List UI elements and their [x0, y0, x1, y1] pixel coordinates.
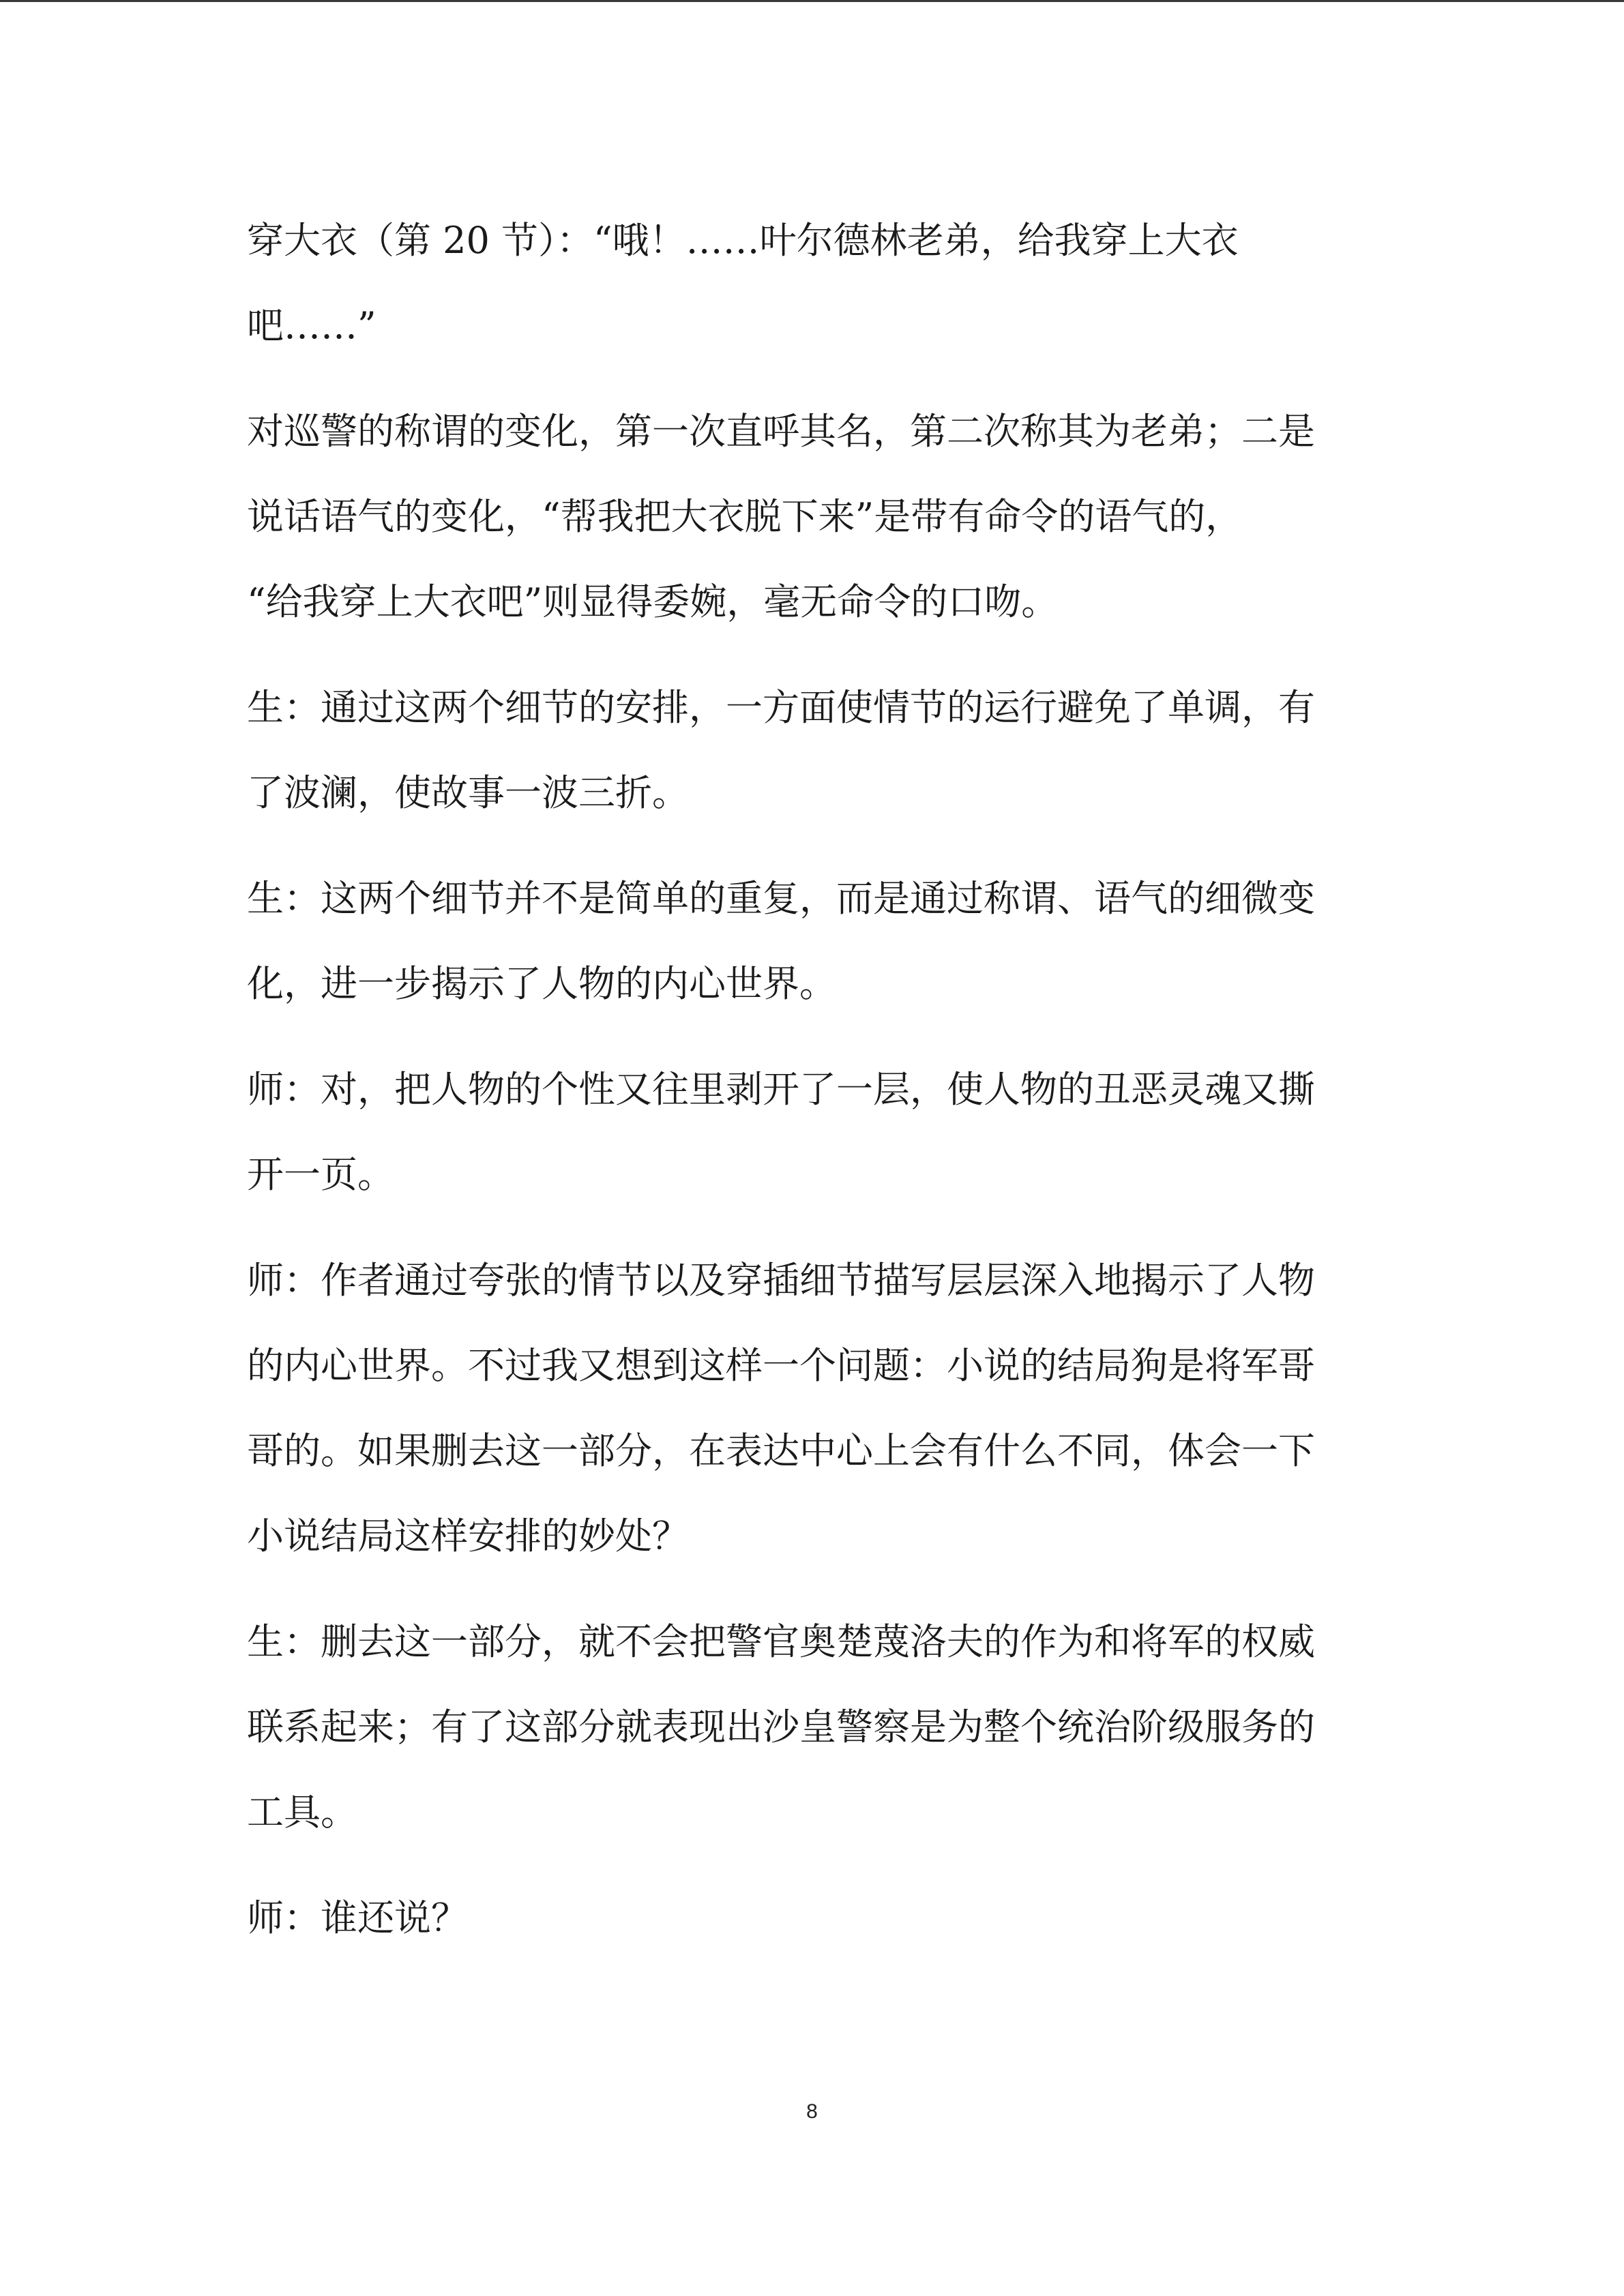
text-line: 生：删去这一部分，就不会把警官奥楚蔑洛夫的作为和将军的权威 — [247, 1620, 1315, 1663]
paragraph — [247, 1599, 1365, 1855]
paragraph — [247, 1238, 1365, 1579]
text-line: 师：对，把人物的个性又往里剥开了一层，使人物的丑恶灵魂又撕 — [247, 1068, 1315, 1111]
text-line: 吧……” — [247, 304, 377, 347]
body-text — [247, 198, 1365, 1981]
text-line: 化，进一步揭示了人物的内心世界。 — [247, 962, 836, 1005]
text-line: 联系起来；有了这部分就表现出沙皇警察是为整个统治阶级服务的 — [247, 1705, 1315, 1748]
text-line: 师：作者通过夸张的情节以及穿插细节描写层层深入地揭示了人物 — [247, 1259, 1315, 1302]
text-line: 小说结局这样安排的妙处？ — [247, 1515, 689, 1557]
text-line: 的内心世界。不过我又想到这样一个问题：小说的结局狗是将军哥 — [247, 1344, 1315, 1387]
text-line: 生：通过这两个细节的安排，一方面使情节的运行避免了单调，有 — [247, 686, 1315, 729]
paragraph — [247, 1047, 1365, 1217]
paragraph — [247, 665, 1365, 835]
text-line: 工具。 — [247, 1791, 357, 1834]
paragraph — [247, 856, 1365, 1026]
text-line: 说话语气的变化，“帮我把大衣脱下来”是带有命令的语气的， — [247, 495, 1243, 538]
top-border-line — [0, 0, 1624, 2]
paragraph — [247, 198, 1365, 368]
paragraph — [247, 389, 1365, 644]
text-line: 对巡警的称谓的变化，第一次直呼其名，第二次称其为老弟；二是 — [247, 410, 1315, 453]
text-line: 了波澜，使故事一波三折。 — [247, 771, 689, 814]
text-line: 哥的。如果删去这一部分，在表达中心上会有什么不同，体会一下 — [247, 1429, 1315, 1472]
text-line: 穿大衣（第 20 节）：“哦！……叶尔德林老弟，给我穿上大衣 — [247, 219, 1239, 262]
text-line: 师：谁还说？ — [247, 1896, 468, 1939]
text-line: 开一页。 — [247, 1153, 394, 1196]
paragraph — [247, 1875, 1365, 1960]
text-line: 生：这两个细节并不是简单的重复，而是通过称谓、语气的细微变 — [247, 877, 1315, 920]
text-line: “给我穿上大衣吧”则显得委婉，毫无命令的口吻。 — [247, 580, 1059, 623]
page-number: 8 — [806, 2100, 818, 2123]
